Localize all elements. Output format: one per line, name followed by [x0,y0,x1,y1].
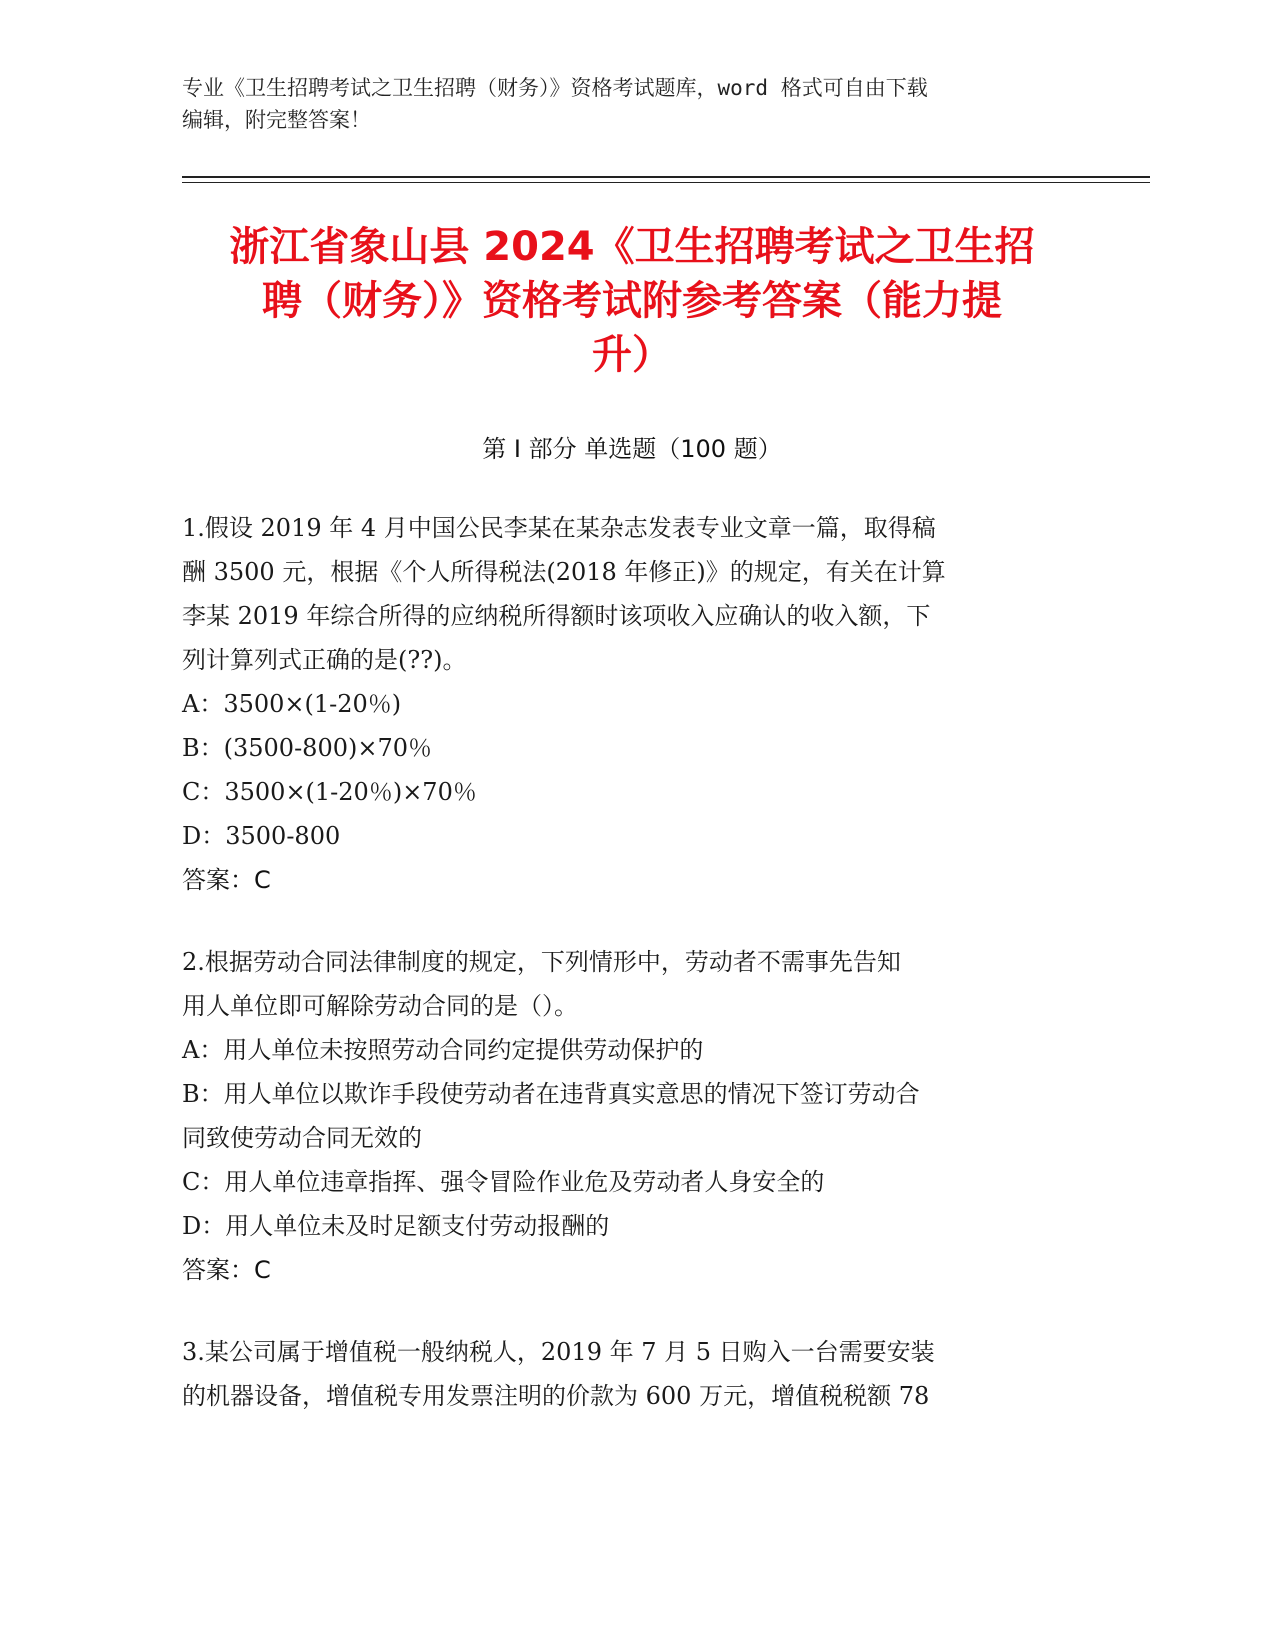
question-text-line: 的机器设备，增值税专用发票注明的价款为 600 万元，增值税税额 78 [182,1382,930,1410]
question-text-line: 1.假设 2019 年 4 月中国公民李某在某杂志发表专业文章一篇，取得稿 [182,514,936,542]
question-text-line: 酬 3500 元，根据《个人所得税法(2018 年修正)》的规定，有关在计算 [182,558,946,586]
header-divider-thick [182,176,1150,178]
question-1 [182,506,1082,902]
question-2 [182,940,1082,1292]
header-note-line: 专业《卫生招聘考试之卫生招聘（财务）》资格考试题库，word 格式可自由下载 [182,76,928,100]
option-c: C：用人单位违章指挥、强令冒险作业危及劳动者人身安全的 [182,1168,825,1196]
option-a: A：3500×(1-20％) [182,690,402,718]
option-a: A：用人单位未按照劳动合同约定提供劳动保护的 [182,1036,704,1064]
document-title-line: 浙江省象山县 2024《卫生招聘考试之卫生招 [229,224,1035,270]
question-text-line: 用人单位即可解除劳动合同的是（）。 [182,992,578,1020]
question-text-line: 3.某公司属于增值税一般纳税人，2019 年 7 月 5 日购入一台需要安装 [182,1338,935,1366]
document-title-line: 聘（财务）》资格考试附参考答案（能力提 [262,278,1002,324]
option-d: D：3500-800 [182,822,341,850]
option-d: D：用人单位未及时足额支付劳动报酬的 [182,1212,610,1240]
document-title-line: 升） [592,332,672,378]
document-title [182,220,1082,382]
option-c: C：3500×(1-20％)×70％ [182,778,477,806]
option-b: B：用人单位以欺诈手段使劳动者在违背真实意思的情况下签订劳动合 [182,1080,920,1108]
header-note-line: 编辑，附完整答案！ [182,108,371,132]
answer: 答案：C [182,1256,271,1284]
section-title: 第 I 部分 单选题（100 题） [482,435,782,463]
question-text-line: 李某 2019 年综合所得的应纳税所得额时该项收入应确认的收入额，下 [182,602,931,630]
answer: 答案：C [182,866,271,894]
question-text-line: 列计算列式正确的是(??)。 [182,646,467,674]
option-b: B：(3500-800)×70％ [182,734,433,762]
option-b-continued: 同致使劳动合同无效的 [182,1124,422,1152]
question-3 [182,1330,1082,1418]
header-divider-thin [182,182,1150,183]
question-text-line: 2.根据劳动合同法律制度的规定，下列情形中，劳动者不需事先告知 [182,948,901,976]
question-list [182,506,1082,1456]
header-note [182,72,1052,136]
